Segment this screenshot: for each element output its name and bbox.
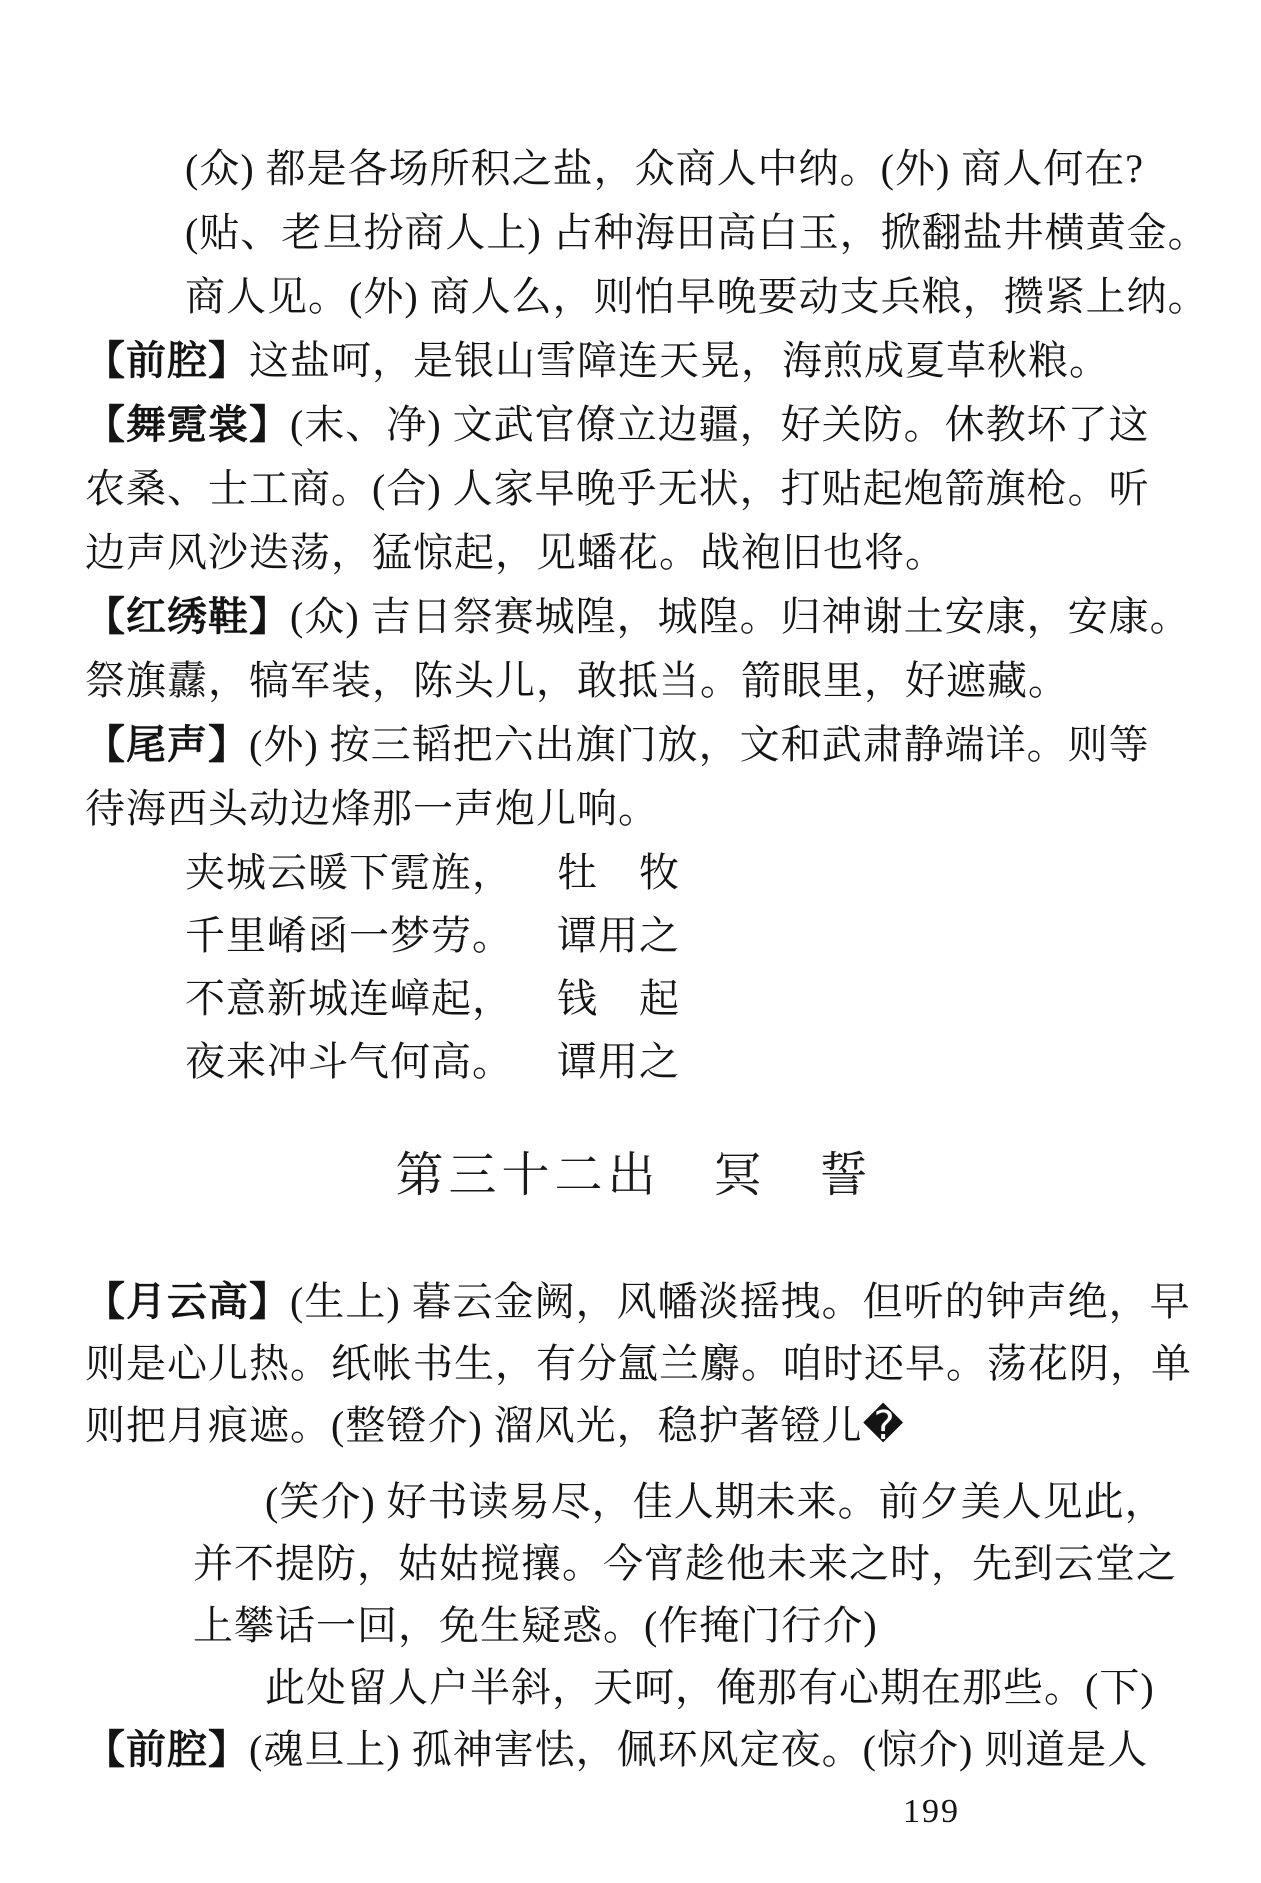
- script-line-text: 上攀话一回，免生疑惑。(作掩门行介): [193, 1603, 878, 1648]
- script-line-text: 则把月痕遮。(整镫介) 溜风光，稳护著镫儿�: [85, 1403, 905, 1448]
- script-line: [85, 521, 1183, 585]
- poem-author: 谭用之: [557, 1039, 680, 1084]
- poem-line: [85, 904, 1183, 967]
- script-line-text: 此处留人户半斜，天呵，俺那有心期在那些。(下): [265, 1665, 1155, 1710]
- qupai-label: 【舞霓裳】: [85, 403, 290, 447]
- qupai-label: 【前腔】: [85, 1728, 249, 1772]
- script-line: [85, 713, 1183, 777]
- script-line: [85, 1333, 1192, 1395]
- script-line-text: (生上) 暮云金阙，风幡淡摇拽。但听的钟声绝，早: [290, 1279, 1191, 1324]
- script-line: [85, 1533, 1183, 1595]
- poem-author: 牡 牧: [557, 850, 680, 895]
- script-line: [85, 393, 1183, 457]
- poem-line: [85, 967, 1183, 1030]
- script-line-text: (众) 吉日祭赛城隍，城隍。归神谢土安康，安康。: [290, 594, 1191, 639]
- script-line: [85, 1719, 1183, 1781]
- script-line: [85, 585, 1191, 649]
- script-line-text: 并不提防，姑姑搅攘。今宵趁他未来之时，先到云堂之: [193, 1541, 1177, 1586]
- poem-author: 钱 起: [557, 976, 680, 1021]
- script-line-text: 祭旗纛，犒军装，陈头儿，敢抵当。箭眼里，好遮藏。: [85, 658, 1069, 703]
- script-line: [85, 1595, 1183, 1657]
- script-line-text: (贴、老旦扮商人上) 占种海田高白玉，掀翻盐井横黄金。: [185, 210, 1209, 255]
- script-line-text: 则是心儿热。纸帐书生，有分氲兰麝。咱时还早。荡花阴，单: [85, 1341, 1192, 1386]
- script-line: [85, 329, 1183, 393]
- script-line: [85, 1395, 1183, 1457]
- qupai-label: 【月云高】: [85, 1280, 290, 1324]
- script-line-text: 边声风沙迭荡，猛惊起，见蟠花。战袍旧也将。: [85, 530, 946, 575]
- closing-poem: [85, 841, 1183, 1093]
- script-line: [85, 777, 1183, 841]
- script-line-text: 商人见。(外) 商人么，则怕早晚要动支兵粮，攒紧上纳。: [185, 274, 1209, 319]
- script-line-text: (外) 按三韬把六出旗门放，文和武肃静端详。则等: [249, 722, 1150, 767]
- poem-verse: 夹城云暖下霓旌，: [185, 850, 513, 895]
- qupai-label: 【尾声】: [85, 723, 249, 767]
- script-line: [85, 649, 1183, 713]
- script-line: [85, 201, 1209, 265]
- script-line: [85, 1657, 1183, 1719]
- script-line: [85, 1271, 1191, 1333]
- poem-verse: 千里崤函一梦劳。: [185, 913, 513, 958]
- script-line: [85, 137, 1183, 201]
- poem-author: 谭用之: [557, 913, 680, 958]
- qupai-label: 【前腔】: [85, 339, 249, 383]
- script-line: [85, 457, 1183, 521]
- qupai-label: 【红绣鞋】: [85, 595, 290, 639]
- script-line-text: 待海西头动边烽那一声炮儿响。: [85, 786, 659, 831]
- chapter-heading: 第三十二出 冥 誓: [395, 1149, 873, 1202]
- script-line-text: (笑介) 好书读易尽，佳人期未来。前夕美人见此，: [265, 1479, 1166, 1524]
- script-line-text: (众) 都是各场所积之盐，众商人中纳。(外) 商人何在?: [185, 146, 1145, 191]
- poem-line: [85, 1030, 1183, 1093]
- script-line-text: (魂旦上) 孤神害怯，佩环风定夜。(惊介) 则道是人: [249, 1727, 1149, 1772]
- poem-verse: 不意新城连嶂起，: [185, 976, 513, 1021]
- script-line-text: (末、净) 文武官僚立边疆，好关防。休教坏了这: [290, 402, 1150, 447]
- poem-verse: 夜来冲斗气何高。: [185, 1039, 513, 1084]
- poem-line: [85, 841, 1183, 904]
- script-line: [85, 265, 1209, 329]
- act-31-text: [85, 137, 1209, 841]
- page-number: 199: [903, 1793, 960, 1830]
- act-32-text: [85, 1271, 1192, 1781]
- script-line-text: 农桑、士工商。(合) 人家早晚乎无状，打贴起炮箭旗枪。听: [85, 466, 1150, 511]
- script-line-text: 这盐呵，是银山雪障连天晃，海煎成夏草秋粮。: [249, 338, 1110, 383]
- script-line: [85, 1471, 1183, 1533]
